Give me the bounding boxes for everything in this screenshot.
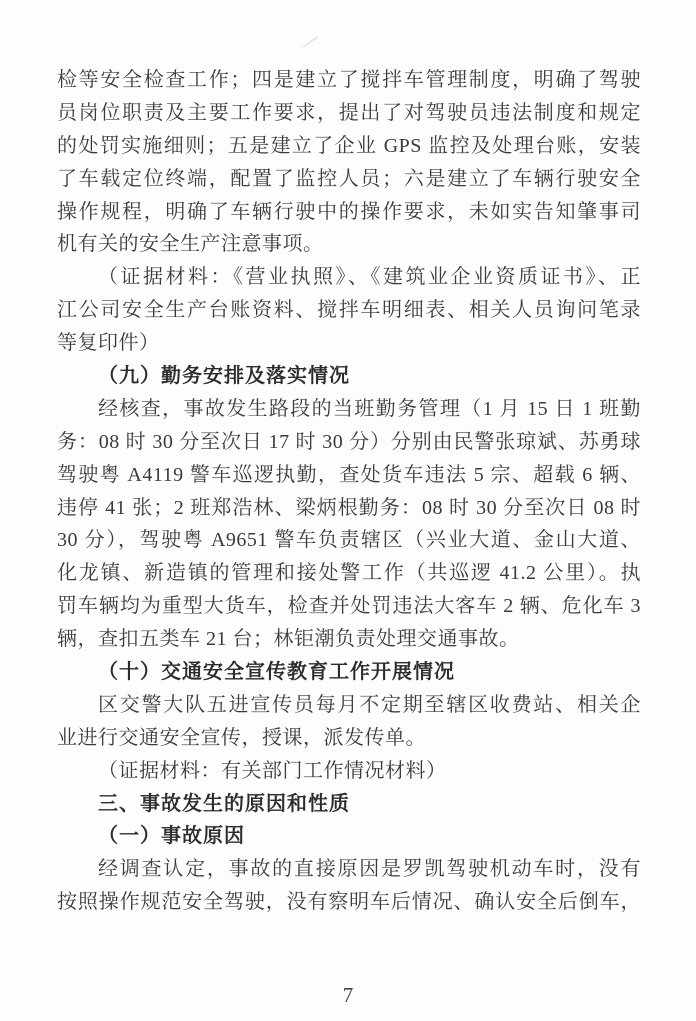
text-line: 机有关的安全生产注意事项。 — [57, 233, 324, 256]
text-line: 辆，查扣五类车 21 台；林钜潮负责处理交通事故。 — [57, 628, 520, 651]
text-line: 务：08 时 30 分至次日 17 时 30 分）分别由民警张琼斌、苏勇球 — [57, 430, 641, 453]
text-line: （九）勤务安排及落实情况 — [98, 365, 350, 388]
text-line: （证据材料：有关部门工作情况材料） — [98, 759, 447, 782]
document-body — [57, 64, 641, 919]
text-line: 的处罚实施细则；五是建立了企业 GPS 监控及处理台账，安装 — [57, 134, 641, 157]
text-line: 检等安全检查工作；四是建立了搅拌车管理制度，明确了驾驶 — [57, 69, 641, 91]
text-line: 化龙镇、新造镇的管理和接处警工作（共巡逻 41.2 公里）。执 — [57, 562, 641, 585]
text-line: 罚车辆均为重型大货车，检查并处罚违法大客车 2 辆、危化车 3 — [57, 595, 641, 618]
text-line: 驾驶粤 A4119 警车巡逻执勤，查处货车违法 5 宗、超载 6 辆、 — [57, 463, 641, 486]
text-line: （证据材料：《营业执照》、《建筑业企业资质证书》、正 — [98, 266, 641, 289]
text-line: 了车载定位终端，配置了监控人员；六是建立了车辆行驶安全 — [57, 167, 641, 190]
text-line: 违停 41 张；2 班郑浩林、梁炳根勤务：08 时 30 分至次日 08 时 — [57, 496, 641, 519]
text-line: 业进行交通安全宣传，授课，派发传单。 — [57, 726, 426, 749]
text-line: （十）交通安全宣传教育工作开展情况 — [98, 661, 455, 684]
text-line: 经核查，事故发生路段的当班勤务管理（1 月 15 日 1 班勤 — [98, 397, 641, 420]
page-number: 7 — [342, 983, 354, 1007]
text-line: 员岗位职责及主要工作要求，提出了对驾驶员违法制度和规定 — [57, 101, 641, 124]
text-line: 按照操作规范安全驾驶，没有察明车后情况、确认安全后倒车， — [57, 891, 641, 914]
text-line: 等复印件） — [57, 332, 160, 355]
text-line: 区交警大队五进宣传员每月不定期至辖区收费站、相关企 — [98, 693, 641, 716]
scan-artifact — [296, 26, 319, 48]
text-line: 操作规程，明确了车辆行驶中的操作要求，未如实告知肇事司 — [57, 200, 641, 223]
text-line: （一）事故原因 — [98, 825, 245, 848]
text-line: 30 分），驾驶粤 A9651 警车负责辖区（兴业大道、金山大道、 — [57, 529, 641, 552]
text-line: 三、事故发生的原因和性质 — [98, 792, 350, 815]
text-line: 经调查认定，事故的直接原因是罗凯驾驶机动车时，没有 — [98, 858, 641, 881]
text-line: 江公司安全生产台账资料、搅拌车明细表、相关人员询问笔录 — [57, 299, 641, 322]
